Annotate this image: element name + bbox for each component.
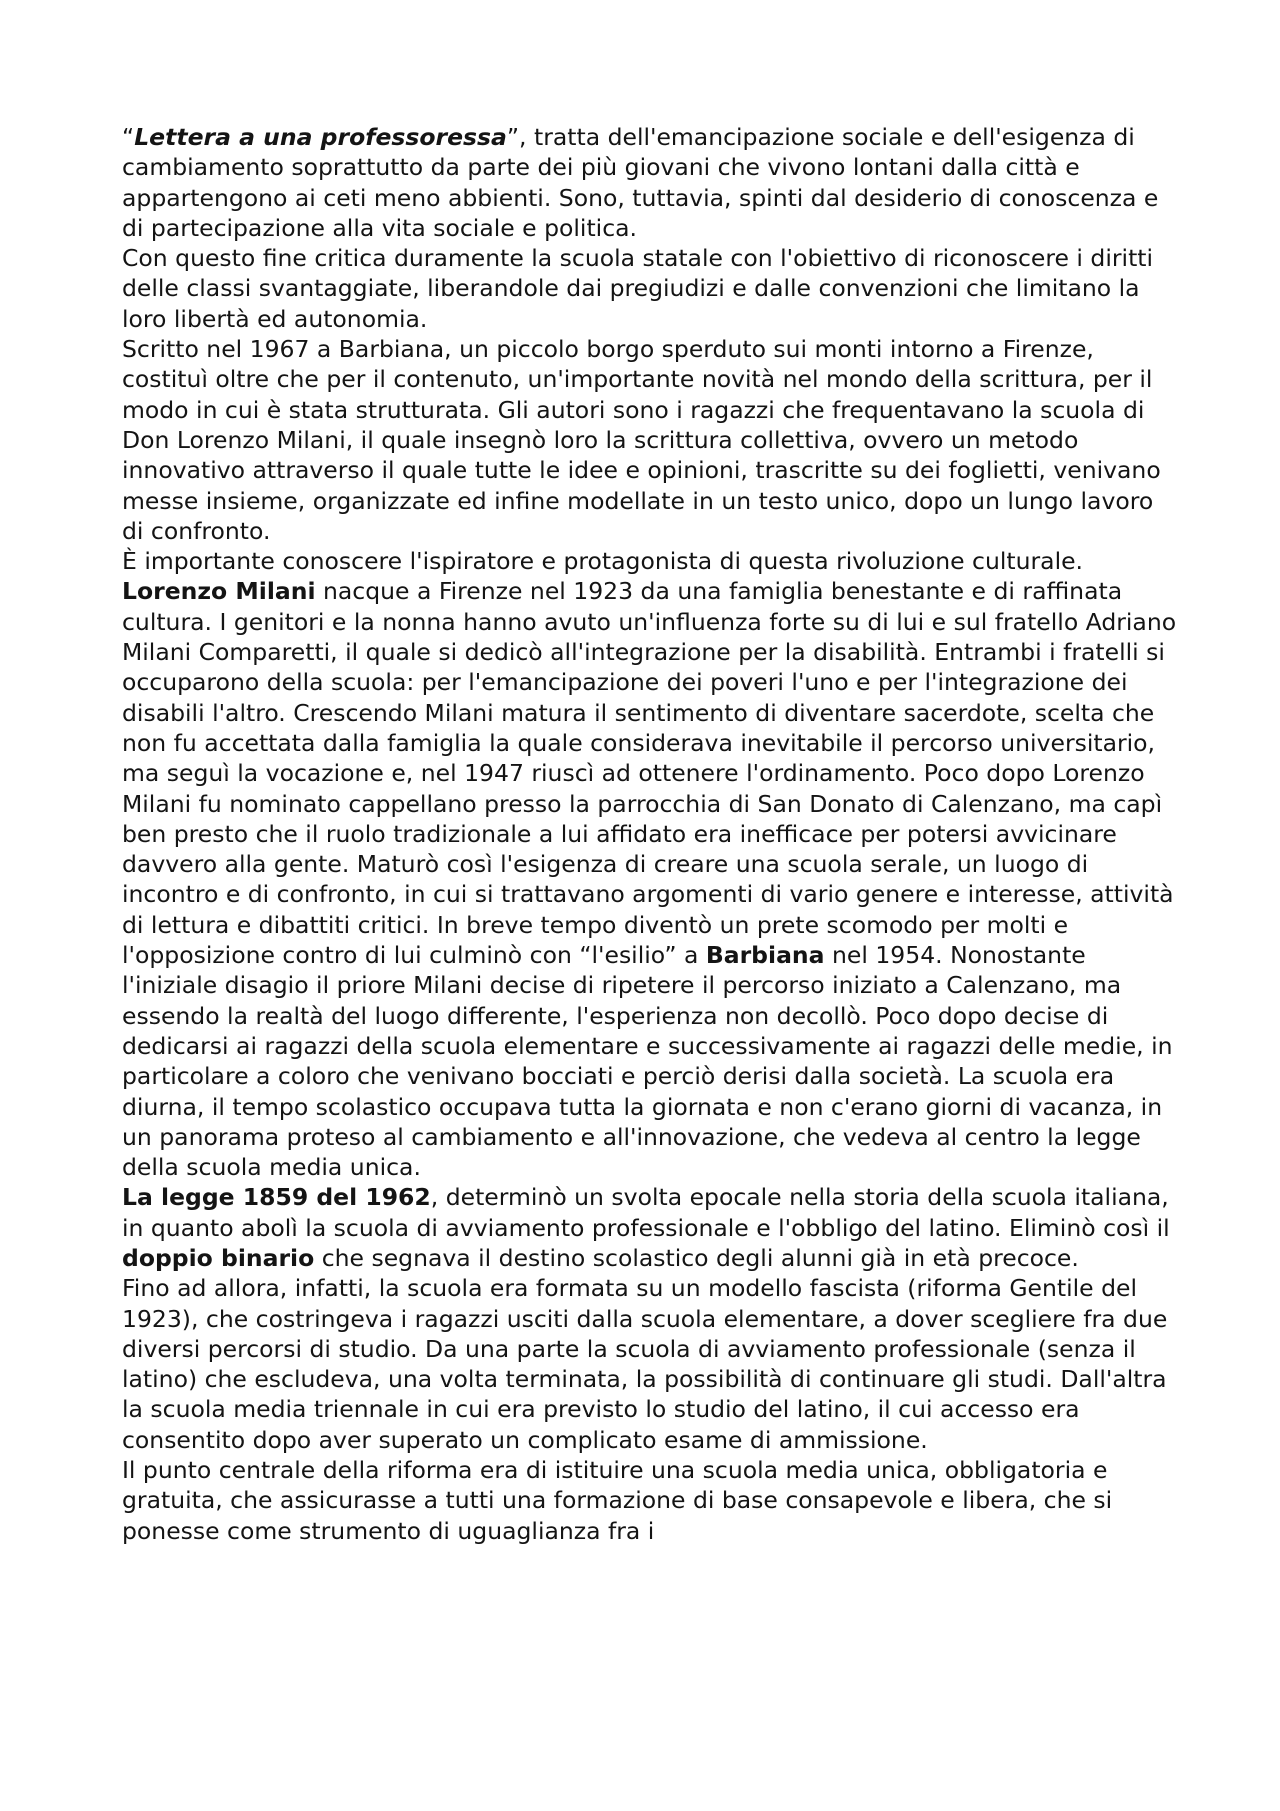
- bold-doppio-binario: doppio binario: [122, 1243, 315, 1272]
- bold-place-barbiana: Barbiana: [705, 941, 825, 970]
- paragraph: [122, 546, 1182, 1182]
- paragraph: [122, 243, 1182, 334]
- paragraph: [122, 1273, 1182, 1455]
- text-segment: Il punto centrale della riforma era di istituire una scuola media unica, obbligatoria e gratuita, che assicurasse a tutti una formazione di base consapevole e libera, che si ponesse come strumento di uguaglianza fra i: [122, 1456, 1113, 1545]
- text-segment: È importante conoscere l'ispiratore e protagonista di questa rivoluzione culturale.: [122, 547, 1084, 576]
- text-segment: , determinò un svolta epocale nella storia della scuola italiana, in quanto abolì la scuola di avviamento professionale e l'obbligo del latino. Eliminò così il: [122, 1183, 1170, 1242]
- text-segment: ”, tratta dell'emancipazione sociale e dell'esigenza di cambiamento soprattutto da parte dei più giovani che vivono lontani dalla città e appartengono ai ceti meno abbienti. Sono, tuttavia, spinti dal desiderio di conoscenza e di partecipazione alla vita sociale e politica.: [122, 123, 1159, 242]
- text-segment: che segnava il destino scolastico degli alunni già in età precoce.: [314, 1243, 1079, 1272]
- bold-law-title: La legge 1859 del 1962: [122, 1183, 431, 1212]
- paragraph: [122, 1182, 1182, 1273]
- text-segment: Con questo fine critica duramente la scuola statale con l'obiettivo di riconoscere i diritti delle classi svantaggiate, liberandole dai pregiudizi e dalle convenzioni che limitano la loro libertà ed autonomia.: [122, 244, 1154, 333]
- text-segment: nacque a Firenze nel 1923 da una famiglia benestante e di raffinata cultura. I genitori e la nonna hanno avuto un'influenza forte su di lui e sul fratello Adriano Milani Comparetti, il quale si dedicò all'integrazione per la disabilità. Entrambi i fratelli si occuparono della scuola: per l'emancipazione dei poveri l'uno e per l'integrazione dei disabili l'altro. Crescendo Milani matura il sentimento di diventare sacerdote, scelta che non fu accettata dalla famiglia la quale considerava inevitabile il percorso universitario, ma seguì la vocazione e, nel 1947 riuscì ad ottenere l'ordinamento. Poco dopo Lorenzo Milani fu nominato cappellano presso la parrocchia di San Donato di Calenzano, ma capì ben presto che il ruolo tradizionale a lui affidato era inefficace per potersi avvicinare davvero alla gente. Maturò così l'esigenza di creare una scuola serale, un luogo di incontro e di confronto, in cui si trattavano argomenti di vario genere e interesse, attività di lettura e dibattiti critici. In breve tempo diventò un prete scomodo per molti e l'opposizione contro di lui culminò con “l'esilio” a: [122, 577, 1177, 970]
- text-segment: Fino ad allora, infatti, la scuola era formata su un modello fascista (riforma Gentile del 1923), che costringeva i ragazzi usciti dalla scuola elementare, a dover scegliere fra due diversi percorsi di studio. Da una parte la scuola di avviamento professionale (senza il latino) che escludeva, una volta terminata, la possibilità di continuare gli studi. Dall'altra la scuola media triennale in cui era previsto lo studio del latino, il cui accesso era consentito dopo aver superato un complicato esame di ammissione.: [122, 1274, 1168, 1454]
- text-segment: nel 1954. Nonostante l'iniziale disagio il priore Milani decise di ripetere il percorso iniziato a Calenzano, ma essendo la realtà del luogo differente, l'esperienza non decollò. Poco dopo decise di dedicarsi ai ragazzi della scuola elementare e successivamente ai ragazzi delle medie, in particolare a coloro che venivano bocciati e perciò derisi dalla società. La scuola era diurna, il tempo scolastico occupava tutta la giornata e non c'erano giorni di vacanza, in un panorama proteso al cambiamento e all'innovazione, che vedeva al centro la legge della scuola media unica.: [122, 941, 1173, 1182]
- paragraph: [122, 122, 1182, 243]
- book-title: Lettera a una professoressa: [134, 123, 507, 151]
- body-text: [122, 122, 1182, 1546]
- opening-quote: “: [122, 123, 135, 151]
- paragraph: [122, 1455, 1182, 1546]
- bold-name-lorenzo-milani: Lorenzo Milani: [122, 577, 316, 606]
- text-segment: Scritto nel 1967 a Barbiana, un piccolo borgo sperduto sui monti intorno a Firenze, costituì oltre che per il contenuto, un'importante novità nel mondo della scrittura, per il modo in cui è stata strutturata. Gli autori sono i ragazzi che frequentavano la scuola di Don Lorenzo Milani, il quale insegnò loro la scrittura collettiva, ovvero un metodo innovativo attraverso il quale tutte le idee e opinioni, trascritte su dei foglietti, venivano messe insieme, organizzate ed infine modellate in un testo unico, dopo un lungo lavoro di confronto.: [122, 335, 1161, 545]
- paragraph: [122, 334, 1182, 546]
